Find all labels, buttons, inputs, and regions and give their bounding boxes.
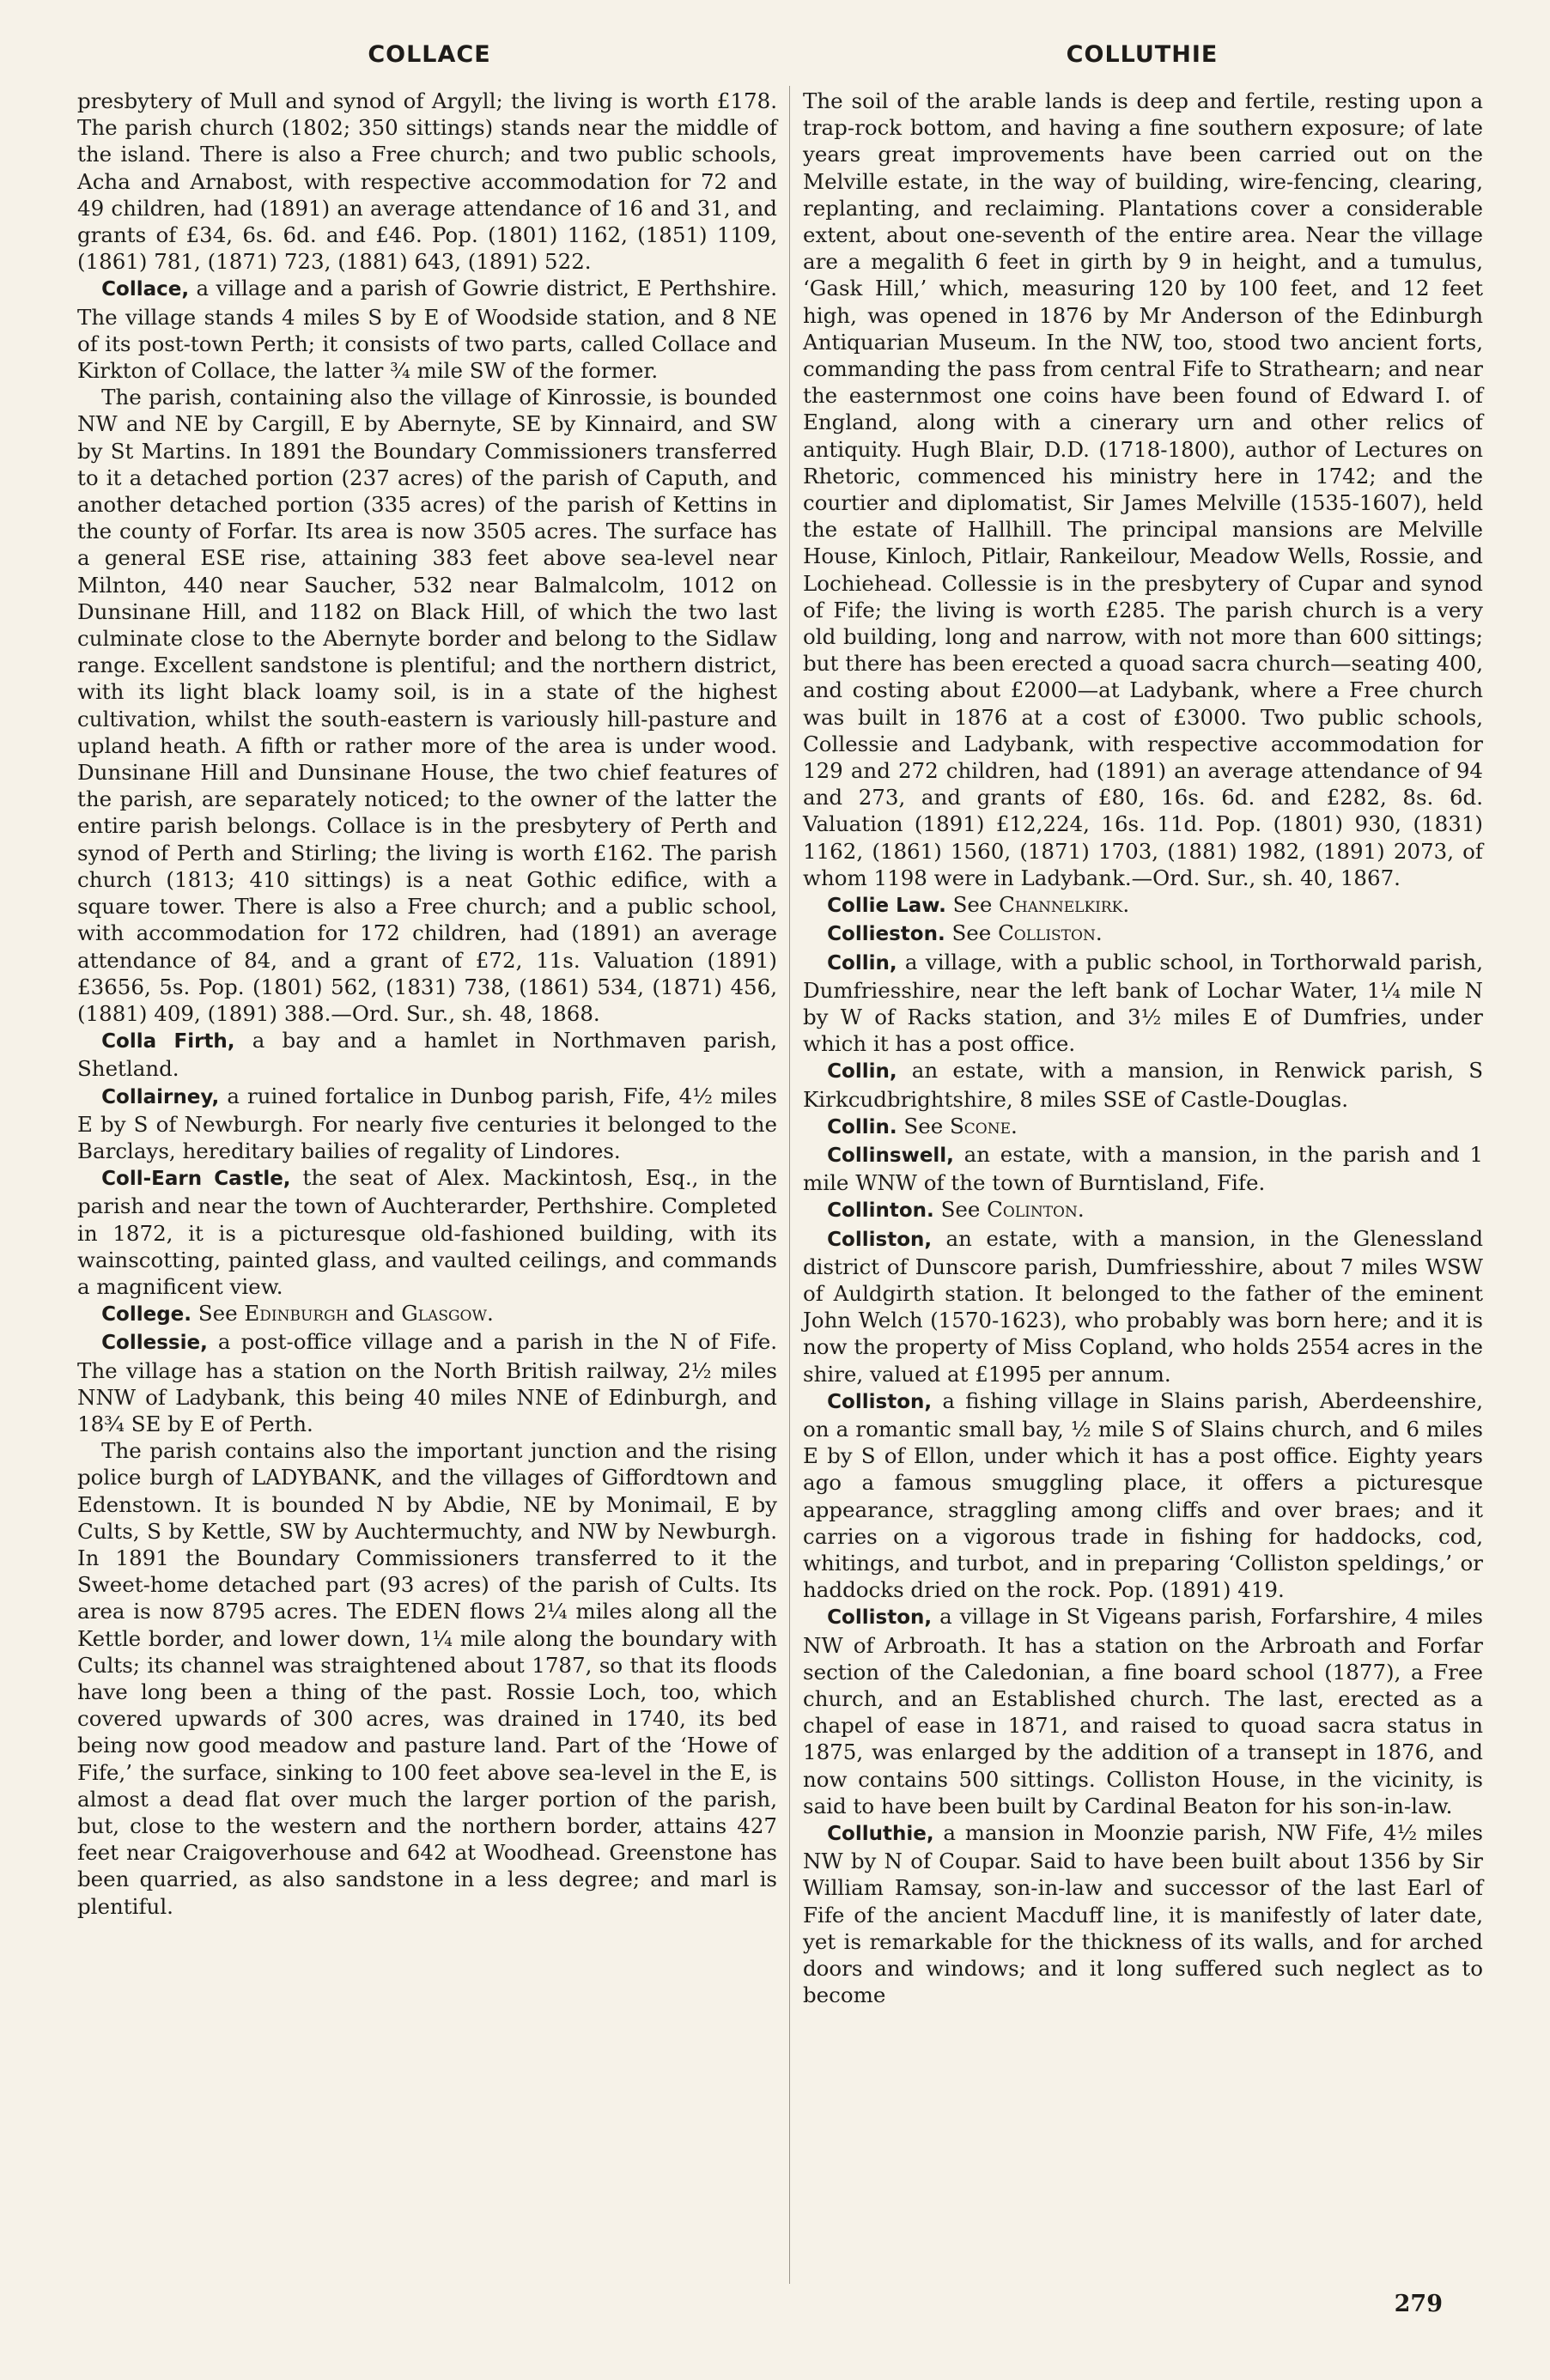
running-head-right: COLLUTHIE <box>1066 41 1219 68</box>
xref-end: . <box>1095 920 1103 946</box>
gazetteer-entry <box>803 1141 1483 1196</box>
xref-end: . <box>1077 1197 1085 1223</box>
cross-reference-entry <box>803 1196 1483 1224</box>
xref-see: See <box>191 1301 245 1327</box>
xref-target: Glasgow <box>401 1301 487 1327</box>
entry-text: a village in St Vigeans parish, Forfarshire, 4 miles NW of Arbroath. It has a station on the Arbroath and Forfar section of the Caledonian, a fine board school (1877), a Free church, and an Established church. The last, erected as a chapel of ease in 1871, and raised to quoad sacra status in 1875, was enlarged by the addition of a transept in 1876, and now contains 500 sittings. Colliston House, in the vicinity, is said to have been built by Cardinal Beaton for his son-in-law. <box>803 1604 1483 1818</box>
entry-headword: Collin. <box>827 1115 897 1138</box>
entry-headword: Collin, <box>827 951 897 974</box>
entry-headword: Collinswell, <box>827 1144 954 1167</box>
continued-paragraph: presbytery of Mull and synod of Argyll; the living is worth £178. The parish church (1802; 350 sittings) stands near the middle of the island. There is also a Free church; and two public schools, Acha and Arnabost, with respective accommodation for 72 and 49 children, had (1891) an average attendance of 16 and 31, and grants of £34, 6s. 6d. and £46. Pop. (1801) 1162, (1851) 1109, (1861) 781, (1871) 723, (1881) 643, (1891) 522. <box>77 88 777 275</box>
gazetteer-entry <box>77 1164 777 1300</box>
entry-headword: Colla Firth, <box>101 1030 235 1053</box>
entry-text: a fishing village in Slains parish, Aberdeenshire, on a romantic small bay, ½ mile S of Slains church, and 6 miles E by S of Ellon, under which it has a post office. Eighty years ago a famous smuggling place, it offers a picturesque appearance, straggling among cliffs and over braes; and it carries on a vigorous trade in fishing for haddocks, cod, whitings, and turbot, and in preparing ‘Colliston speldings,’ or haddocks dried on the rock. Pop. (1891) 419. <box>803 1387 1483 1603</box>
right-column <box>803 88 1483 2008</box>
column-divider <box>789 86 790 2284</box>
page-number: 279 <box>1394 2291 1443 2317</box>
entry-headword: Collin, <box>827 1060 897 1084</box>
entry-headword: Collace, <box>101 278 190 301</box>
xref-target: Channelkirk <box>999 892 1123 918</box>
gazetteer-entry <box>803 1387 1483 1604</box>
entry-headword: Colliston, <box>827 1390 933 1413</box>
cross-reference-entry <box>803 920 1483 948</box>
entry-headword: Collessie, <box>101 1332 208 1355</box>
entry-headword: Colliston, <box>827 1606 933 1630</box>
entry-headword: Colluthie, <box>827 1823 934 1845</box>
running-head-left: COLLACE <box>368 41 491 68</box>
xref-see: See <box>945 920 999 946</box>
entry-headword: Collairney, <box>101 1085 220 1108</box>
entry-text: a post-office village and a parish in the N of Fife. The village has a station on the North British railway, 2½ miles NNW of Ladybank, this being 40 miles NNE of Edinburgh, and 18¾ SE by E of Perth. <box>77 1329 777 1436</box>
entry-text: a ruined fortalice in Dunbog parish, Fife, 4½ miles E by S of Newburgh. For nearly five centuries it belonged to the Barclays, hereditary bailies of regality of Lindores. <box>77 1083 777 1163</box>
entry-headword: Collieston. <box>827 923 945 946</box>
entry-text: a mansion in Moonzie parish, NW Fife, 4½ miles NW by N of Coupar. Said to have been built about 1356 by Sir William Ramsay, son-in-law and successor of the last Earl of Fife of the ancient Macduff line, it is manifestly of later date, yet is remarkable for the thickness of its walls, and for arched doors and windows; and it long suffered such neglect as to become <box>803 1820 1483 2008</box>
gazetteer-entry <box>77 1328 777 1437</box>
xref-target: Colinton <box>987 1197 1078 1223</box>
xref-target: Scone <box>949 1113 1011 1138</box>
entry-text: an estate, with a mansion, in Renwick parish, S Kirkcudbrightshire, 8 miles SSE of Castle-Douglas. <box>803 1058 1483 1112</box>
entry-headword: College. <box>101 1303 192 1327</box>
cross-reference-entry <box>77 1300 777 1328</box>
xref-end: . <box>1122 892 1130 918</box>
cross-reference-entry <box>803 891 1483 920</box>
continued-paragraph: The soil of the arable lands is deep and fertile, resting upon a trap-rock bottom, and having a fine southern exposure; of late years great improvements have been carried out on the Melville estate, in the way of building, wire-fencing, clearing, replanting, and reclaiming. Plantations cover a considerable extent, about one-seventh of the entire area. Near the village are a megalith 6 feet in girth by 9 in height, and a tumulus, ‘Gask Hill,’ which, measuring 120 by 100 feet, and 12 feet high, was opened in 1876 by Mr Anderson of the Edinburgh Antiquarian Museum. In the NW, too, stood two ancient forts, commanding the pass from central Fife to Strathearn; and near the easternmost one coins have been found of Edward I. of England, along with a cinerary urn and other relics of antiquity. Hugh Blair, D.D. (1718-1800), author of Lectures on Rhetoric, commenced his ministry here in 1742; and the courtier and diplomatist, Sir James Melville (1535-1607), held the estate of Hallhill. The principal mansions are Melville House, Kinloch, Pitlair, Rankeilour, Meadow Wells, Rossie, and Lochiehead. Collessie is in the presbytery of Cupar and synod of Fife; the living is worth £285. The parish church is a very old building, long and narrow, with not more than 600 sittings; but there has been erected a quoad sacra church—seating 400, and costing about £2000—at Ladybank, where a Free church was built in 1876 at a cost of £3000. Two public schools, Collessie and Ladybank, with respective accommodation for 129 and 272 children, had (1891) an average attendance of 94 and 273, and grants of £80, 16s. 6d. and £282, 8s. 6d. Valuation (1891) £12,224, 16s. 11d. Pop. (1801) 930, (1831) 1162, (1861) 1560, (1871) 1703, (1881) 1982, (1891) 2073, of whom 1198 were in Ladybank.—Ord. Sur., sh. 40, 1867. <box>803 88 1483 890</box>
xref-target: Colliston <box>998 920 1096 946</box>
entry-text: the seat of Alex. Mackintosh, Esq., in the parish and near the town of Auchterarder, Perthshire. Completed in 1872, it is a picturesque old-fashioned building, with its wainscotting, painted glass, and vaulted ceilings, and commands a magnificent view. <box>77 1165 778 1299</box>
cross-reference-entry <box>803 1113 1483 1141</box>
entry-text: an estate, with a mansion, in the Glenessland district of Dunscore parish, Dumfriesshire, about 7 miles WSW of Auldgirth station. It belonged to the father of the eminent John Welch (1570-1623), who probably was born here; and it is now the property of Miss Copland, who holds 2554 acres in the shire, valued at £1995 per annum. <box>803 1225 1483 1387</box>
gazetteer-entry <box>803 1603 1483 1819</box>
entry-text: a village and a parish of Gowrie district, E Perthshire. The village stands 4 miles S by E of Woodside station, and 8 NE of its post-town Perth; it consists of two parts, called Collace and Kirkton of Collace, the latter ¾ mile SW of the former. <box>77 276 777 384</box>
xref-see: See <box>933 1197 988 1223</box>
xref-see: See <box>897 1113 950 1138</box>
entry-headword: Colliston, <box>827 1228 933 1251</box>
entry-headword: Collie Law. <box>827 895 946 918</box>
xref-see: See <box>945 892 1000 918</box>
gazetteer-entry <box>77 275 777 384</box>
entry-text: a village, with a public school, in Torthorwald parish, Dumfriesshire, near the left bank of Lochar Water, 1¼ mile N by W of Racks station, and 3½ miles E of Dumfries, under which it has a post office. <box>803 949 1483 1057</box>
body-paragraph: The parish, containing also the village of Kinrossie, is bounded NW and NE by Cargill, E by Abernyte, SE by Kinnaird, and SW by St Martins. In 1891 the Boundary Commissioners transferred to it a detached portion (237 acres) of the parish of Caputh, and another detached portion (335 acres) of the parish of Kettins in the county of Forfar. Its area is now 3505 acres. The surface has a general ESE rise, attaining 383 feet above sea-level near Milnton, 440 near Saucher, 532 near Balmalcolm, 1012 on Dunsinane Hill, and 1182 on Black Hill, of which the two last culminate close to the Abernyte border and belong to the Sidlaw range. Excellent sandstone is plentiful; and the northern district, with its light black loamy soil, is in a state of the highest cultivation, whilst the south-eastern is variously hill-pasture and upland heath. A fifth or rather more of the area is under wood. Dunsinane Hill and Dunsinane House, the two chief features of the parish, are separately noticed; to the owner of the latter the entire parish belongs. Collace is in the presbytery of Perth and synod of Perth and Stirling; the living is worth £162. The parish church (1813; 410 sittings) is a neat Gothic edifice, with a square tower. There is also a Free church; and a public school, with accommodation for 172 children, had (1891) an average attendance of 84, and a grant of £72, 11s. Valuation (1891) £3656, 5s. Pop. (1801) 562, (1831) 738, (1861) 534, (1871) 456, (1881) 409, (1891) 388.—Ord. Sur., sh. 48, 1868. <box>77 385 777 1026</box>
gazetteer-entry <box>77 1083 777 1165</box>
entry-headword: Collinton. <box>827 1199 934 1223</box>
xref-end: . <box>1011 1113 1018 1138</box>
gazetteer-entry <box>803 1057 1483 1112</box>
left-column <box>77 88 777 1920</box>
gazetteer-entry <box>803 1819 1483 2008</box>
xref-and: and <box>348 1301 402 1327</box>
entry-text: a bay and a hamlet in Northmaven parish, Shetland. <box>77 1028 777 1082</box>
entry-text: an estate, with a mansion, in the parish and 1 mile WNW of the town of Burntisland, Fife. <box>803 1141 1483 1196</box>
gazetteer-entry <box>77 1027 777 1082</box>
body-paragraph: The parish contains also the important junction and the rising police burgh of LADYBANK, and the villages of Giffordtown and Edenstown. It is bounded N by Abdie, NE by Monimail, E by Cults, S by Kettle, SW by Auchtermuchty, and NW by Newburgh. In 1891 the Boundary Commissioners transferred to it the Sweet-home detached part (93 acres) of the parish of Cults. Its area is now 8795 acres. The EDEN flows 2¼ miles along all the Kettle border, and lower down, 1¼ mile along the boundary with Cults; its channel was straightened about 1787, so that its floods have long been a thing of the past. Rossie Loch, too, which covered upwards of 300 acres, was drained in 1740, its bed being now good meadow and pasture land. Part of the ‘Howe of Fife,’ the surface, sinking to 100 feet above sea-level in the E, is almost a dead flat over much the larger portion of the parish, but, close to the western and the northern border, attains 427 feet near Craigoverhouse and 642 at Woodhead. Greenstone has been quarried, as also sandstone in a less degree; and marl is plentiful. <box>77 1438 777 1919</box>
entry-headword: Coll-Earn Castle, <box>101 1168 291 1191</box>
gazetteer-entry <box>803 1225 1483 1387</box>
gazetteer-entry <box>803 949 1483 1058</box>
xref-target: Edinburgh <box>244 1301 349 1327</box>
xref-end: . <box>486 1301 494 1327</box>
